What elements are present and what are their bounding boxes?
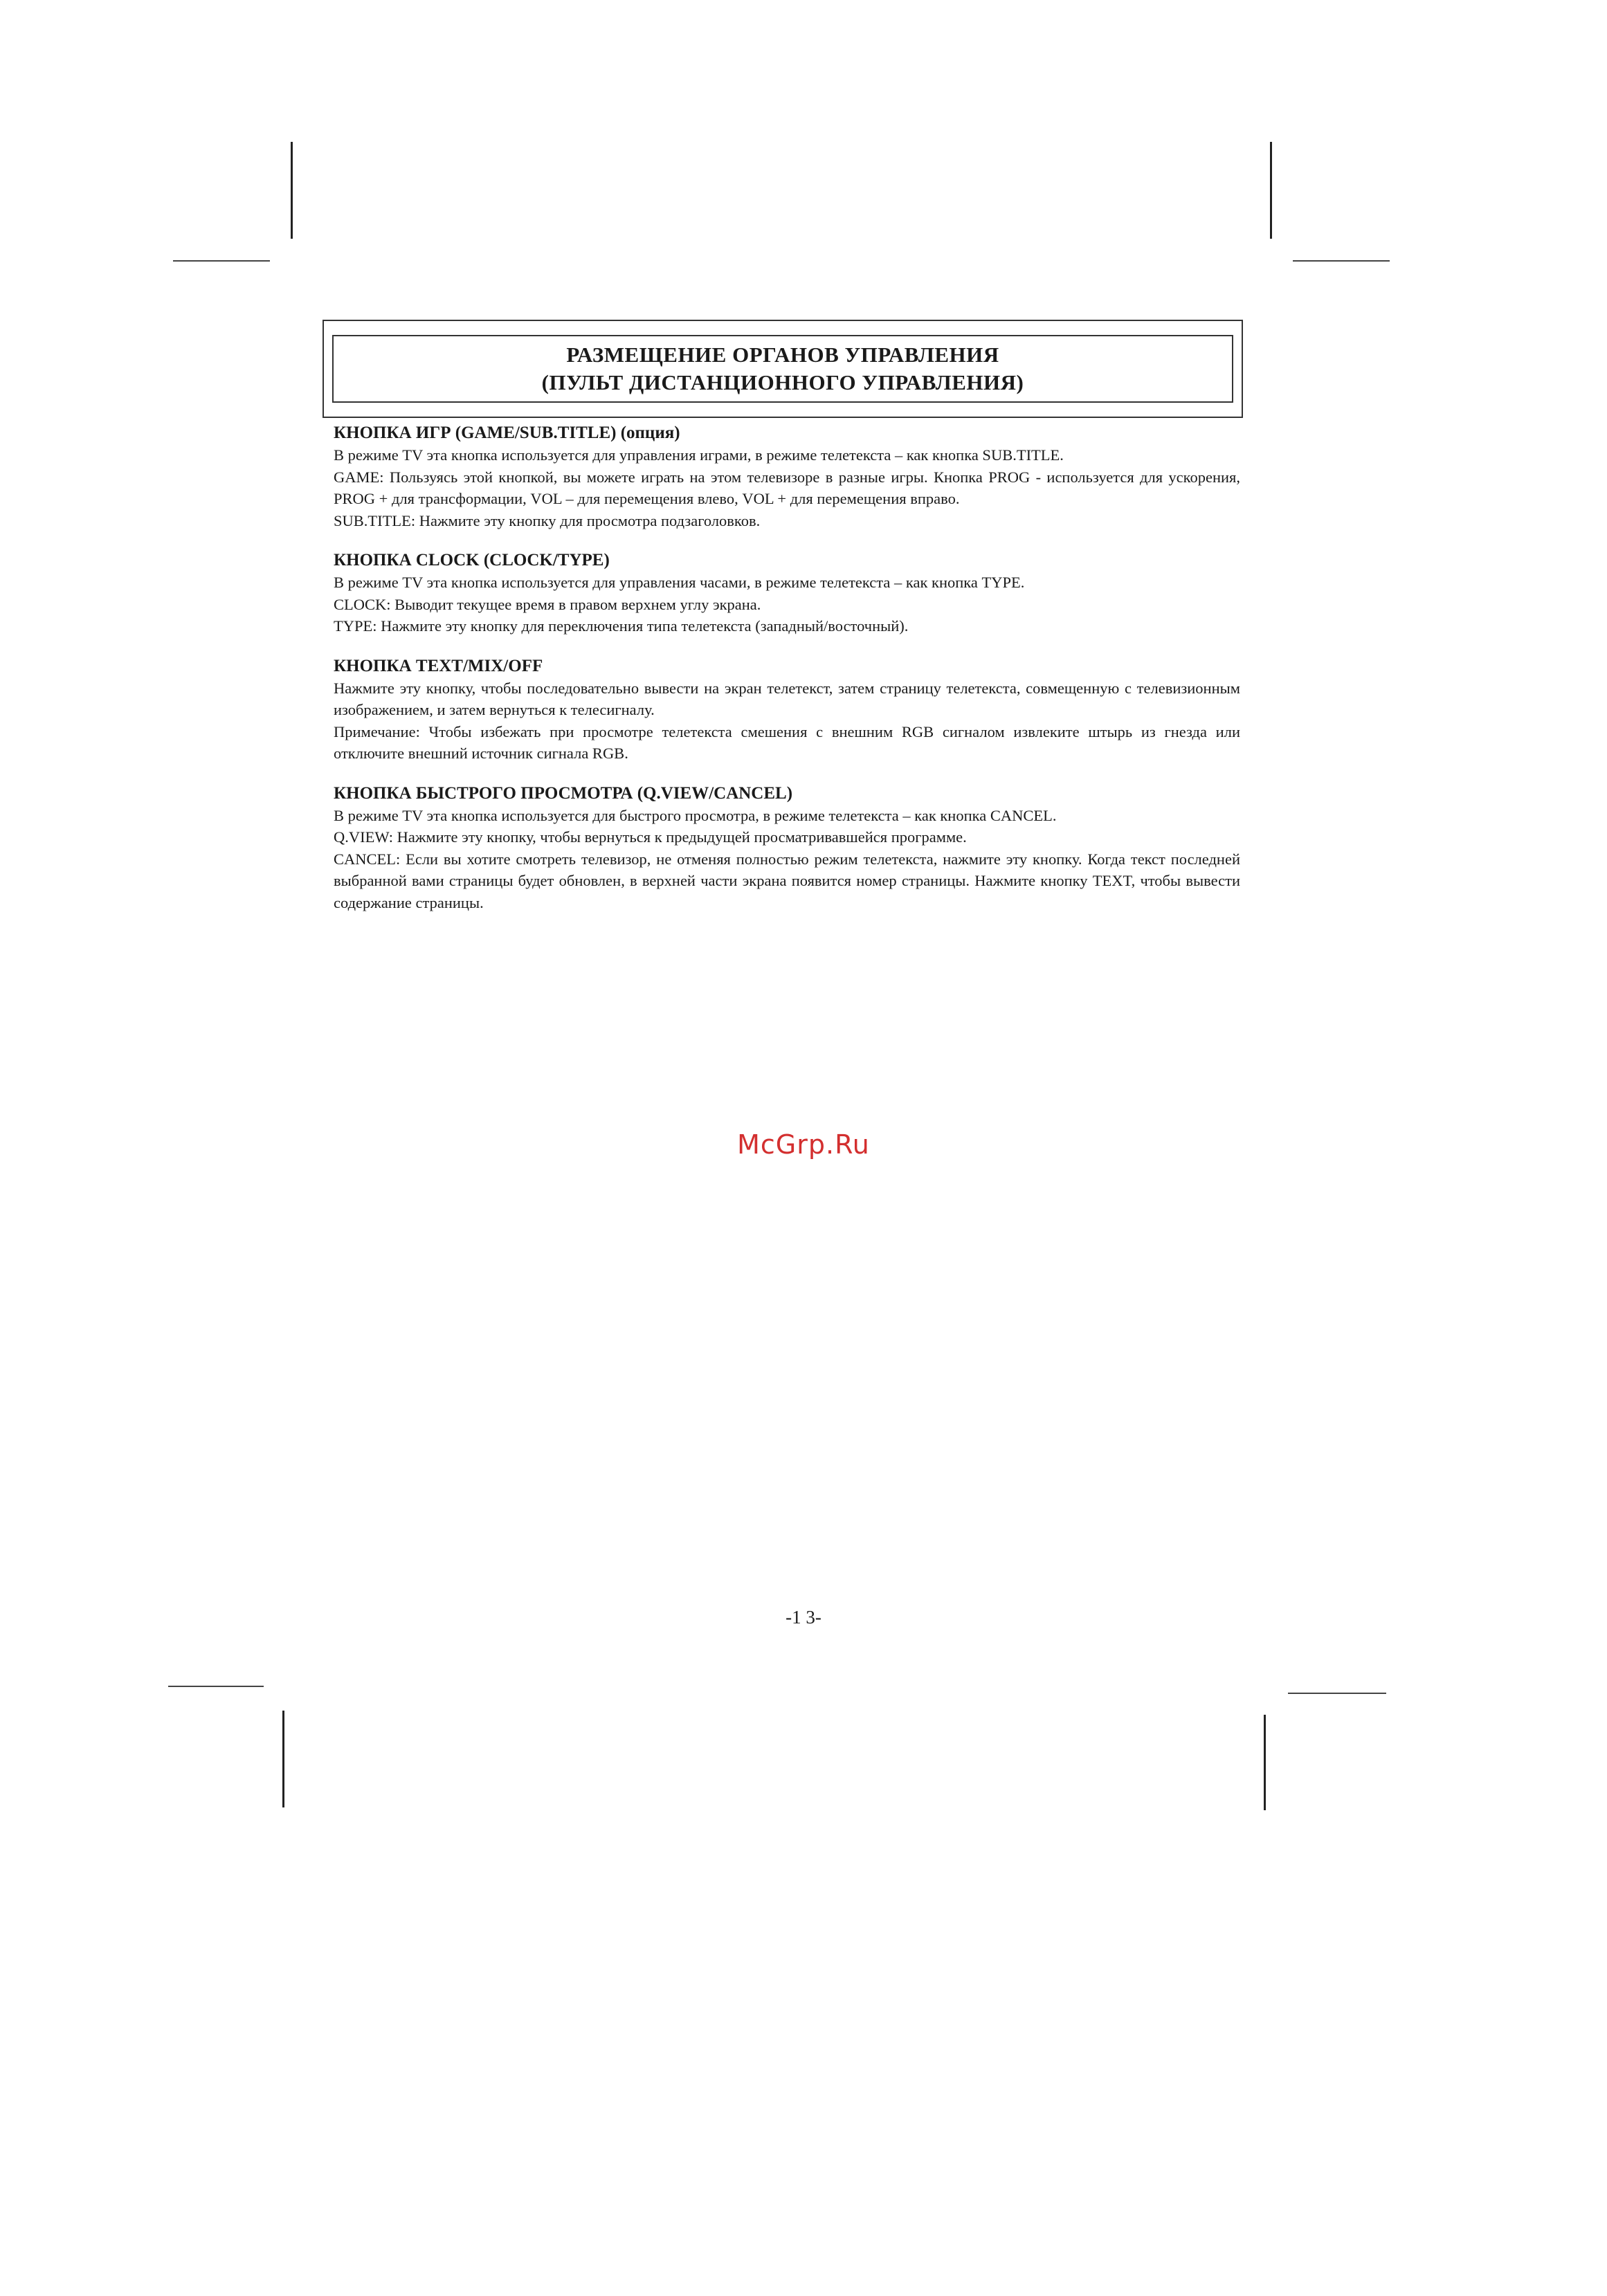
title-box xyxy=(323,320,1243,418)
paragraph: В режиме TV эта кнопка используется для управления играми, в режиме телетекста – как кнопка SUB.TITLE. xyxy=(334,446,1064,464)
paragraph: Нажмите эту кнопку, чтобы последовательно вывести на экран телетекст, затем страницу телетекста, совмещенную с телевизионным изображением, и затем вернуться к телесигналу. xyxy=(334,679,1240,718)
paragraph: TYPE: Нажмите эту кнопку для переключения типа телетекста (западный/восточный). xyxy=(334,617,909,635)
title-box-inner xyxy=(332,335,1233,403)
paragraph: CLOCK: Выводит текущее время в правом верхнем углу экрана. xyxy=(334,595,761,613)
paragraph: GAME: Пользуясь этой кнопкой, вы можете играть на этом телевизоре в разные игры. Кнопка PROG - используется для ускорения, PROG + для трансформации, VOL – для перемещения влево, VOL + для перемещения вправо. xyxy=(334,468,1240,507)
section-clock xyxy=(334,549,1240,637)
section-game xyxy=(334,422,1240,531)
paragraph: В режиме TV эта кнопка используется для быстрого просмотра, в режиме телетекста – как кнопка CANCEL. xyxy=(334,806,1057,824)
crop-mark-bottom-right-horizontal xyxy=(1288,1693,1386,1694)
section-text-mix-off xyxy=(334,655,1240,765)
paragraph: SUB.TITLE: Нажмите эту кнопку для просмотра подзаголовков. xyxy=(334,511,761,529)
paragraph: Q.VIEW: Нажмите эту кнопку, чтобы вернуться к предыдущей просматривавшейся программе. xyxy=(334,828,967,846)
section-heading: КНОПКА БЫСТРОГО ПРОСМОТРА (Q.VIEW/CANCEL) xyxy=(334,783,793,803)
title-line-1: РАЗМЕЩЕНИЕ ОРГАНОВ УПРАВЛЕНИЯ xyxy=(566,343,999,367)
section-heading: КНОПКА CLOCK (CLOCK/TYPE) xyxy=(334,551,610,570)
crop-mark-bottom-right-vertical xyxy=(1264,1715,1266,1810)
crop-mark-top-right-horizontal xyxy=(1293,260,1390,262)
crop-mark-bottom-left-horizontal xyxy=(168,1686,264,1687)
paragraph: Примечание: Чтобы избежать при просмотре телетекста смешения с внешним RGB сигналом извлеките штырь из гнезда или отключите внешний источник сигнала RGB. xyxy=(334,722,1240,762)
crop-mark-top-left-vertical xyxy=(291,142,293,239)
crop-mark-bottom-left-vertical xyxy=(282,1711,284,1807)
watermark-text: McGrp.Ru xyxy=(737,1129,870,1160)
section-qview xyxy=(334,783,1240,914)
document-body xyxy=(334,418,1240,931)
paragraph: CANCEL: Если вы хотите смотреть телевизор, не отменяя полностью режим телетекста, нажмите эту кнопку. Когда текст последней выбранной вами страницы будет обновлен, в верхней части экрана появится номер страницы. Нажмите кнопку TEXT, чтобы вывести содержание страницы. xyxy=(334,850,1240,911)
section-heading: КНОПКА ИГР (GAME/SUB.TITLE) (опция) xyxy=(334,423,680,442)
crop-mark-top-right-vertical xyxy=(1270,142,1272,239)
page-number: -1 3- xyxy=(786,1607,821,1628)
title-line-2: (ПУЛЬТ ДИСТАНЦИОННОГО УПРАВЛЕНИЯ) xyxy=(541,370,1024,394)
crop-mark-top-left-horizontal xyxy=(173,260,270,262)
paragraph: В режиме TV эта кнопка используется для управления часами, в режиме телетекста – как кнопка TYPE. xyxy=(334,574,1025,591)
section-heading: КНОПКА TEXT/MIX/OFF xyxy=(334,656,543,675)
